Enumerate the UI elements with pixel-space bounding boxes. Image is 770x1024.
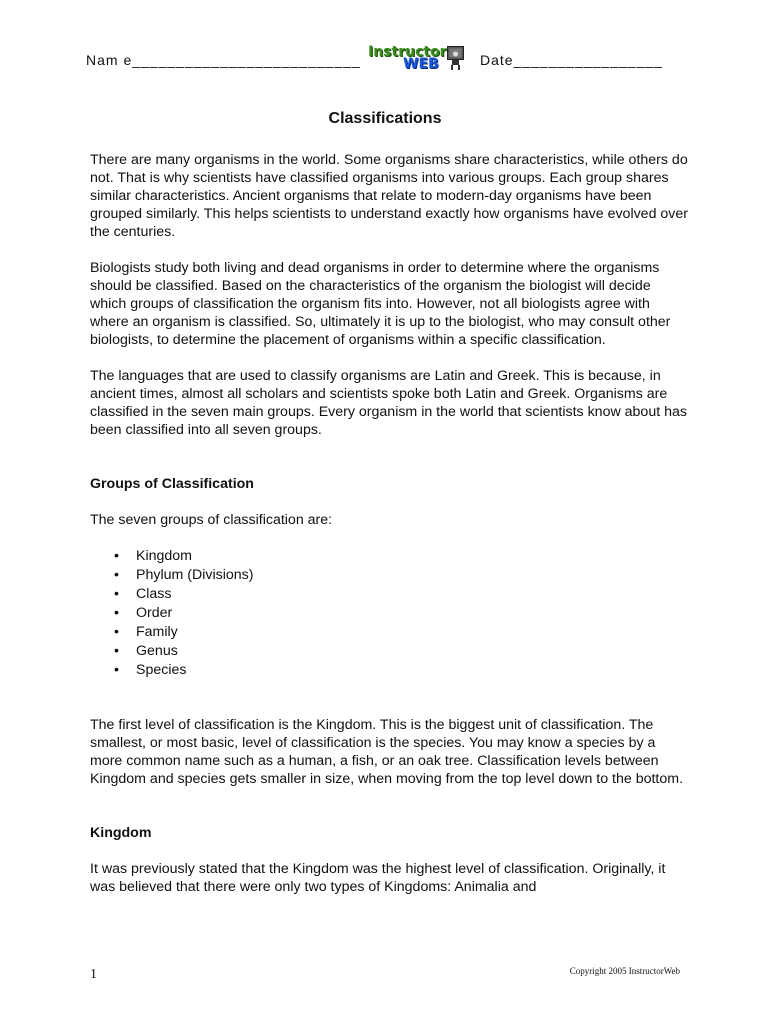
classification-list — [90, 547, 690, 680]
worksheet-header — [86, 44, 686, 76]
name-line: Nam e__________________________ — [86, 52, 361, 68]
list-item: • Species — [114, 661, 690, 680]
spacer — [90, 457, 690, 475]
kingdom-heading: Kingdom — [90, 825, 152, 841]
intro-paragraph-3: The languages that are used to classify organisms are Latin and Greek. This is because, in ancient times, almost all scholars and scientists spoke both Latin and Greek. Organisms are classified in the seven main groups. Every organism in the world that scientists know about has been classified into all seven groups. — [90, 368, 687, 438]
spacer — [90, 806, 690, 824]
teacher-icon — [447, 46, 464, 70]
groups-after-paragraph: The first level of classification is the Kingdom. This is the biggest unit of classification. The smallest, or most basic, level of classification is the species. You may know a species by a more common name such as a human, a fish, or an oak tree. Classification levels between Kingdom and species gets smaller in size, when moving from the top level down to the bottom. — [90, 717, 684, 787]
intro-paragraph-1: There are many organisms in the world. Some organisms share characteristics, while others do not. That is why scientists have classified organisms into various groups. Each group shares similar characteristics. Ancient organisms that relate to modern-day organisms have been grouped similarly. This helps scientists to understand exactly how organisms have evolved over the centuries. — [90, 152, 689, 240]
spacer — [90, 698, 690, 716]
list-item: • Class — [114, 585, 690, 604]
list-item: • Phylum (Divisions) — [114, 566, 690, 585]
groups-heading: Groups of Classification — [90, 476, 254, 492]
list-item: • Genus — [114, 642, 690, 661]
page-number: 1 — [90, 967, 97, 982]
logo-text-instructor: Instructor — [368, 44, 447, 60]
intro-paragraph-2: Biologists study both living and dead organisms in order to determine where the organisms should be classified. Based on the characteristics of the organism the biologist will decide which groups of classification the organism fits into. However, not all biologists agree with where an organism is classified. So, ultimately it is up to the biologist, who may consult other biologists, to determine the placement of organisms within a specific classification. — [90, 260, 671, 348]
copyright-notice: Copyright 2005 InstructorWeb — [569, 966, 680, 976]
instructorweb-logo — [368, 44, 468, 74]
date-line: Date_________________ — [480, 52, 663, 68]
document-body — [90, 151, 690, 914]
groups-lead: The seven groups of classification are: — [90, 512, 333, 528]
kingdom-paragraph: It was previously stated that the Kingdom was the highest level of classification. Originally, it was believed that there were only two types of Kingdoms: Animalia and — [90, 861, 666, 895]
logo-text-web: WEB — [403, 56, 439, 72]
list-item: • Family — [114, 623, 690, 642]
page-title: Classifications — [328, 110, 442, 127]
list-item: • Kingdom — [114, 547, 690, 566]
list-item: • Order — [114, 604, 690, 623]
